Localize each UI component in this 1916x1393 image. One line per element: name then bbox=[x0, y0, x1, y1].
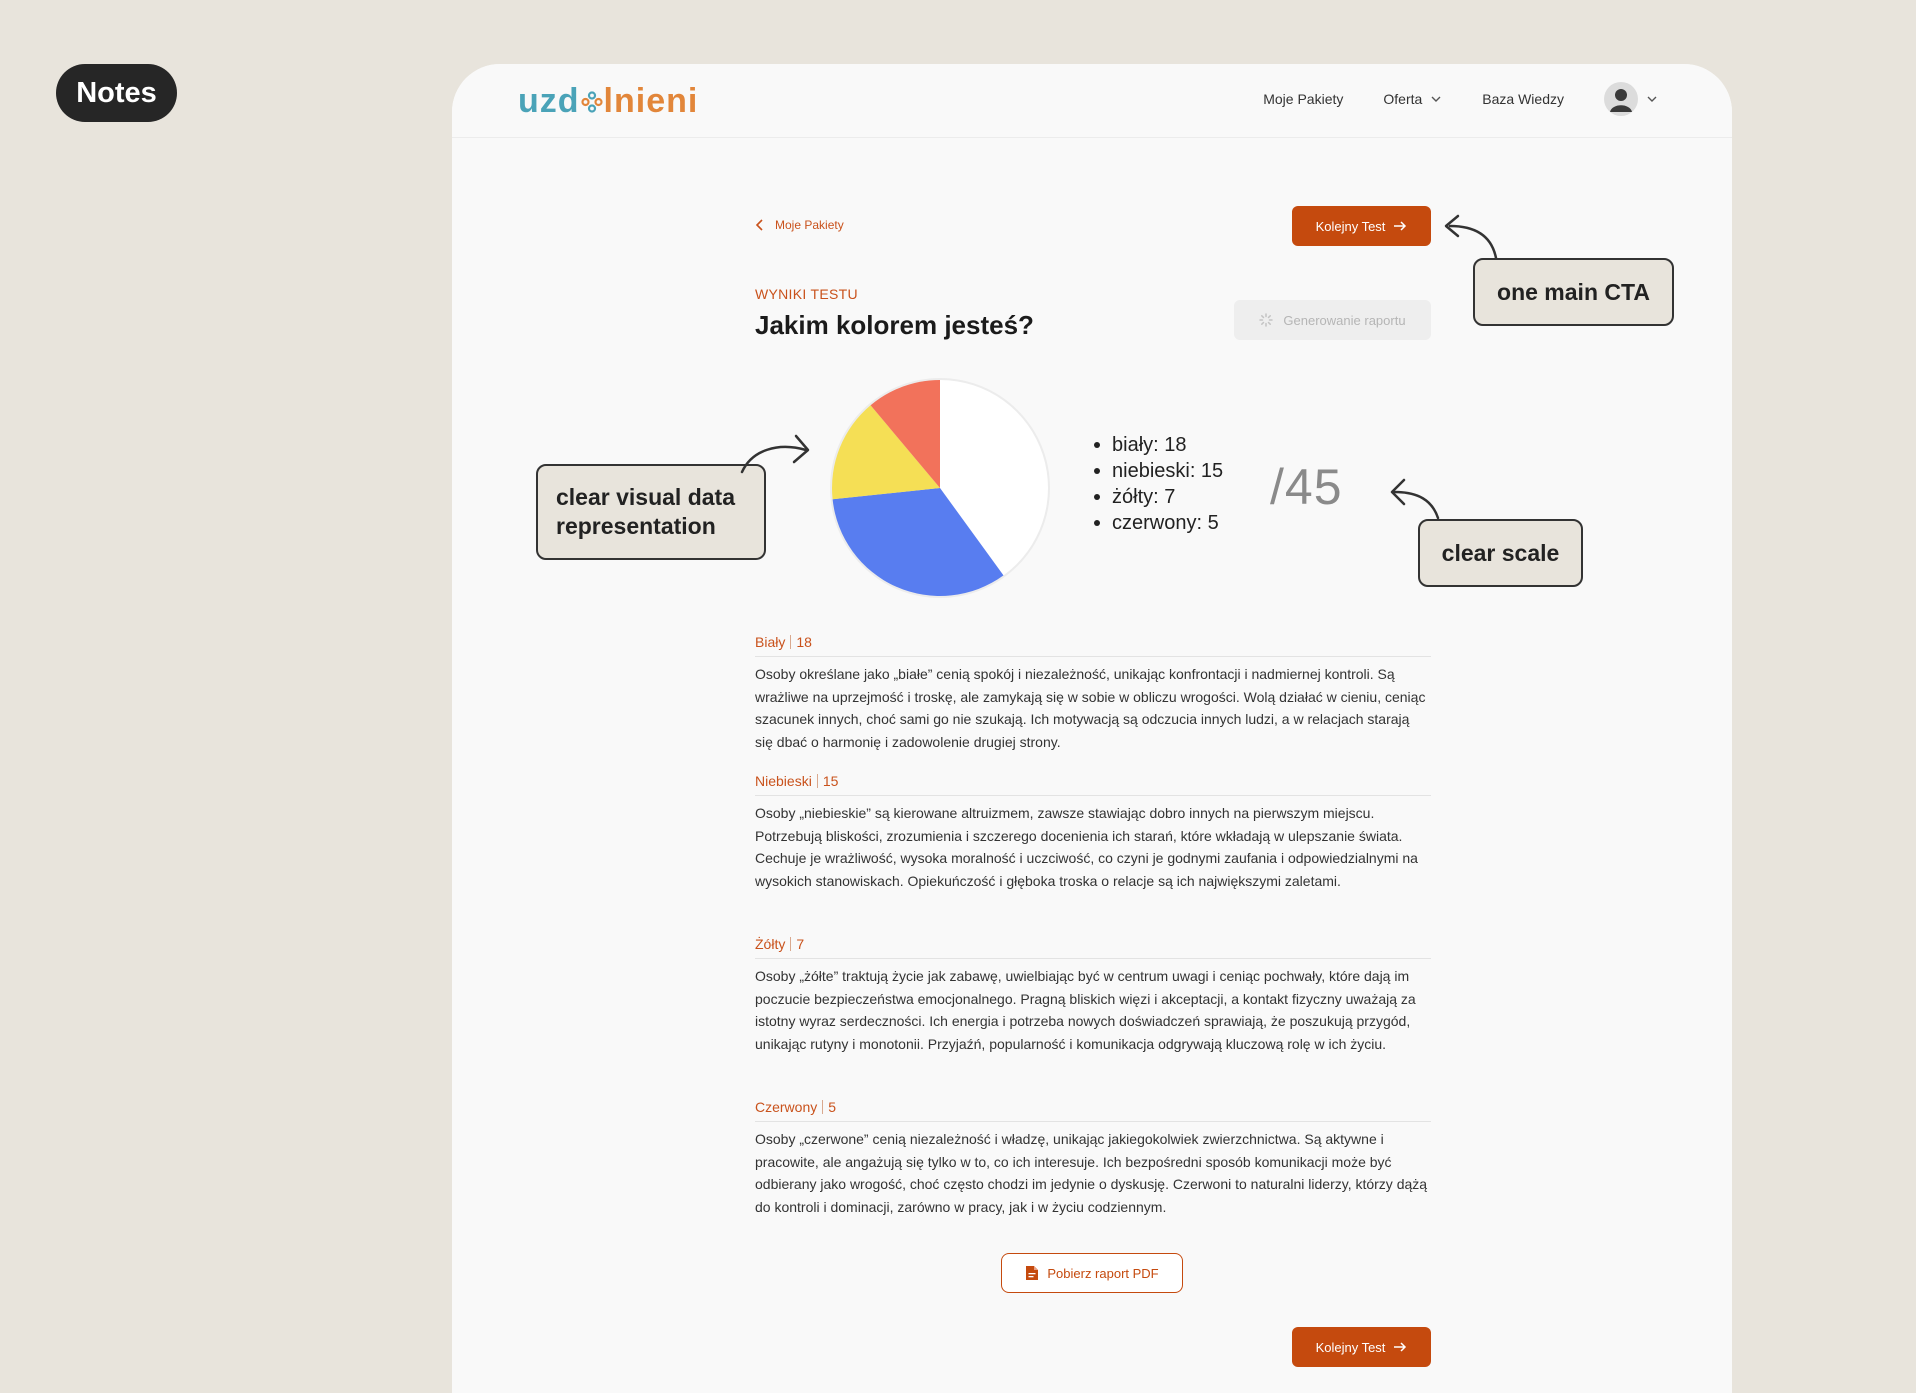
generate-report-label: Generowanie raportu bbox=[1283, 312, 1406, 328]
nav-item-label: Oferta bbox=[1383, 91, 1423, 107]
logo-text-part2: lnieni bbox=[603, 82, 699, 120]
results-eyebrow: WYNIKI TESTU bbox=[755, 286, 858, 302]
arrow-annotation-icon bbox=[1440, 212, 1500, 262]
section-description: Osoby „niebieskie” są kierowane altruizmem, zawsze stawiając dobro innych na pierwszym miejscu. Potrzebują bliskości, zrozumienia i szczerego docenienia ich starań, które wkładają w ulepszanie świata. Cechuje je wrażliwość, wysoka moralność i uczciwość, co czyni je godnymi zaufania i odpowiedzialnymi na wysokich stanowiskach. Opiekuńczość i głęboka troska o relacje są ich największymi zaletami. bbox=[755, 805, 1418, 889]
legend-item-zolty: żółty: 7 bbox=[1094, 484, 1223, 510]
spinner-icon bbox=[1259, 313, 1273, 327]
back-link[interactable] bbox=[755, 218, 844, 232]
annotation-scale: clear scale bbox=[1418, 519, 1583, 587]
section-description: Osoby „żółte” traktują życie jak zabawę, uwielbiając być w centrum uwagi i ceniąc pochwały, które dają im poczucie bezpieczeństwa emocjonalnego. Pragną bliskich więzi i akceptacji, a kontakt fizyczny uważają za istotny wyraz serdeczności. Ich energia i potrzeba nowych doświadczeń sprawiają, że poszukują przygód, unikając rutyny i monotonii. Przyjaźń, popularność i komunikacja odgrywają kluczową rolę w ich życiu. bbox=[755, 968, 1416, 1052]
section-score: 7 bbox=[796, 936, 805, 952]
score-scale: /45 bbox=[1270, 459, 1343, 515]
pie-chart-svg bbox=[828, 376, 1052, 600]
section-description: Osoby „czerwone” cenią niezależność i władzę, unikając jakiegokolwiek zwierzchnictwa. Są aktywne i pracowite, ale angażują się tylko w to, co ich interesuje. Ich bezpośredni sposób komunikacji może być odbierany jako wrogość, choć często chodzi im jedynie o dyskusję. Czerwoni to naturalni liderzy, którzy dążą do kontroli i dominacji, zarówno w pracy, jak i w życiu codziennym. bbox=[755, 1131, 1428, 1215]
next-test-button-top[interactable] bbox=[1292, 206, 1431, 246]
chevron-down-icon bbox=[1430, 93, 1442, 105]
section-name: Czerwony bbox=[755, 1099, 818, 1115]
section-name: Niebieski bbox=[755, 773, 812, 789]
user-icon bbox=[1604, 82, 1638, 116]
result-section-niebieski bbox=[755, 773, 1431, 892]
user-menu[interactable] bbox=[1604, 82, 1658, 116]
pie-chart bbox=[828, 376, 1052, 600]
nav-item-baza-wiedzy[interactable] bbox=[1482, 91, 1564, 107]
legend-item-bialy: biały: 18 bbox=[1094, 432, 1223, 458]
main-nav bbox=[1263, 82, 1658, 116]
nav-item-label: Baza Wiedzy bbox=[1482, 91, 1564, 107]
section-score: 18 bbox=[796, 634, 812, 650]
result-section-bialy bbox=[755, 634, 1431, 753]
annotation-visual-data: clear visual data representation bbox=[536, 464, 766, 560]
section-heading bbox=[755, 936, 1431, 959]
arrow-annotation-icon bbox=[738, 430, 814, 476]
logo-text-part1: uzd bbox=[518, 82, 580, 120]
section-score: 15 bbox=[822, 773, 839, 789]
arrow-annotation-icon bbox=[1386, 474, 1446, 524]
page-title: Jakim kolorem jesteś? bbox=[755, 310, 1034, 340]
section-name: Biały bbox=[755, 634, 786, 650]
notes-label: Notes bbox=[56, 64, 177, 122]
section-heading bbox=[755, 1099, 1431, 1122]
section-heading bbox=[755, 634, 1431, 657]
arrow-right-icon bbox=[1393, 1341, 1407, 1353]
generate-report-button bbox=[1234, 300, 1431, 340]
result-section-zolty bbox=[755, 936, 1431, 1055]
chevron-left-icon bbox=[755, 219, 765, 231]
section-score: 5 bbox=[828, 1099, 837, 1115]
annotation-main-cta: one main CTA bbox=[1473, 258, 1674, 326]
nav-item-moje-pakiety[interactable] bbox=[1263, 91, 1343, 107]
legend-item-niebieski: niebieski: 15 bbox=[1094, 458, 1223, 484]
nav-item-oferta[interactable] bbox=[1383, 91, 1442, 107]
avatar bbox=[1604, 82, 1638, 116]
arrow-right-icon bbox=[1393, 220, 1407, 232]
section-description: Osoby określane jako „białe” cenią spokój i niezależność, unikając konfrontacji i nadmiernej kontroli. Są wrażliwe na uprzejmość i troskę, ale zamykają się w sobie w obliczu wrogości. Wolą działać w cieniu, ceniąc szacunek innych, choć sami go nie szukają. Ich motywacją są odczucia innych ludzi, a w relacjach starają się dbać o harmonię i zadowolenie drugiej strony. bbox=[755, 666, 1426, 750]
next-test-label: Kolejny Test bbox=[1315, 1339, 1386, 1355]
legend-item-czerwony: czerwony: 5 bbox=[1094, 510, 1223, 536]
download-pdf-label: Pobierz raport PDF bbox=[1047, 1265, 1159, 1281]
section-name: Żółty bbox=[755, 936, 786, 952]
section-heading bbox=[755, 773, 1431, 796]
next-test-button-bottom[interactable] bbox=[1292, 1327, 1431, 1367]
back-link-label: Moje Pakiety bbox=[775, 218, 844, 232]
next-test-label: Kolejny Test bbox=[1315, 218, 1386, 234]
result-section-czerwony bbox=[755, 1099, 1431, 1218]
logo[interactable] bbox=[518, 82, 698, 121]
nav-item-label: Moje Pakiety bbox=[1263, 91, 1344, 107]
pdf-file-icon bbox=[1025, 1265, 1039, 1281]
logo-flower-icon bbox=[581, 91, 603, 113]
chevron-down-icon bbox=[1646, 93, 1658, 105]
chart-legend bbox=[1094, 432, 1223, 536]
download-pdf-button[interactable] bbox=[1001, 1253, 1183, 1293]
top-navigation-bar bbox=[452, 64, 1732, 138]
